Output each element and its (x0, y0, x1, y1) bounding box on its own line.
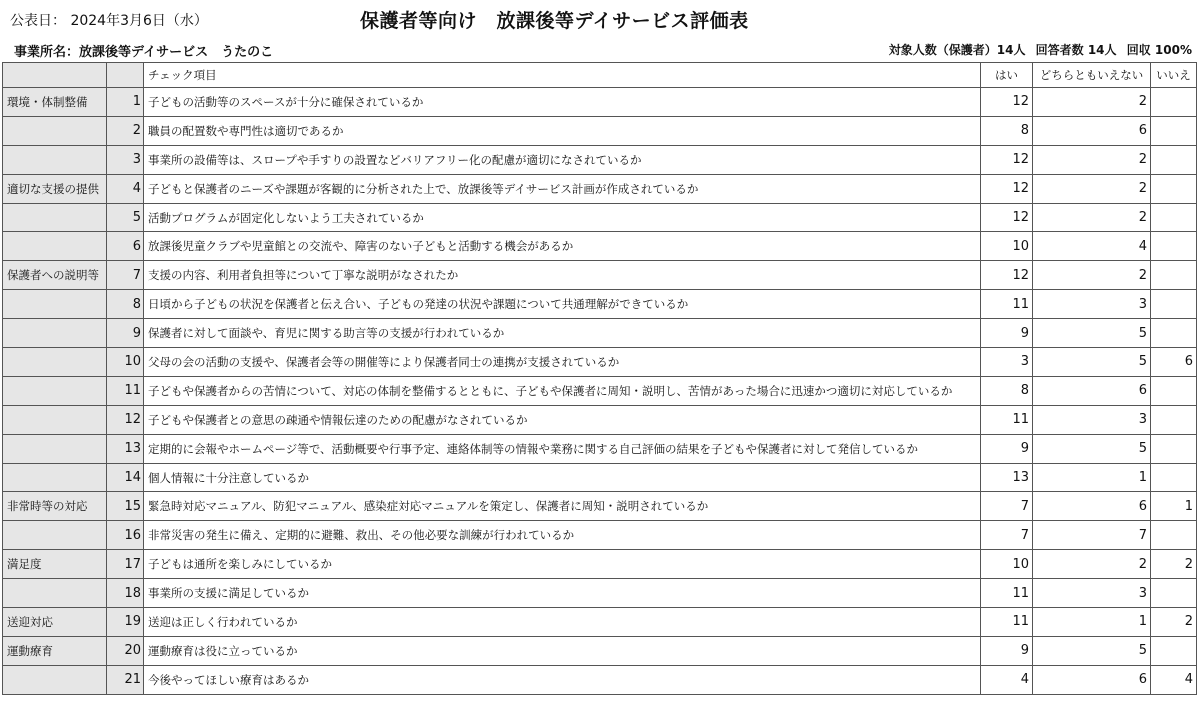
table-row (3, 492, 1197, 521)
yes-count: 11 (981, 405, 1033, 434)
neither-count: 4 (1033, 232, 1151, 261)
yes-count: 12 (981, 145, 1033, 174)
neither-count: 1 (1033, 463, 1151, 492)
neither-count: 2 (1033, 88, 1151, 117)
yes-count: 9 (981, 319, 1033, 348)
check-item-text: 保護者に対して面談や、育児に関する助言等の支援が行われているか (144, 319, 981, 348)
item-number: 18 (107, 579, 144, 608)
item-number: 13 (107, 434, 144, 463)
category-cell: 送迎対応 (3, 608, 107, 637)
table-row (3, 608, 1197, 637)
neither-count: 3 (1033, 405, 1151, 434)
check-item-text: 運動療育は役に立っているか (144, 636, 981, 665)
check-item-text: 事業所の支援に満足しているか (144, 579, 981, 608)
table-row (3, 319, 1197, 348)
header-number-cell (107, 63, 144, 88)
yes-count: 12 (981, 88, 1033, 117)
yes-count: 10 (981, 232, 1033, 261)
table-row (3, 174, 1197, 203)
category-cell (3, 232, 107, 261)
respondent-count: 回答者数 14人 (1035, 43, 1117, 57)
category-cell (3, 463, 107, 492)
neither-count: 5 (1033, 434, 1151, 463)
check-item-text: 今後やってほしい療育はあるか (144, 665, 981, 694)
category-cell (3, 116, 107, 145)
no-count (1151, 261, 1197, 290)
neither-count: 2 (1033, 203, 1151, 232)
table-row (3, 521, 1197, 550)
item-number: 15 (107, 492, 144, 521)
header-neither: どちらともいえない (1033, 63, 1151, 88)
yes-count: 7 (981, 521, 1033, 550)
category-cell: 適切な支援の提供 (3, 174, 107, 203)
item-number: 20 (107, 636, 144, 665)
check-item-text: 子どもは通所を楽しみにしているか (144, 550, 981, 579)
no-count (1151, 405, 1197, 434)
category-cell (3, 319, 107, 348)
table-row (3, 550, 1197, 579)
header-category-cell (3, 63, 107, 88)
category-cell (3, 290, 107, 319)
check-item-text: 個人情報に十分注意しているか (144, 463, 981, 492)
neither-count: 6 (1033, 376, 1151, 405)
no-count (1151, 636, 1197, 665)
neither-count: 7 (1033, 521, 1151, 550)
neither-count: 2 (1033, 145, 1151, 174)
category-cell (3, 348, 107, 377)
response-summary (883, 41, 1192, 58)
item-number: 1 (107, 88, 144, 117)
item-number: 9 (107, 319, 144, 348)
item-number: 8 (107, 290, 144, 319)
category-cell (3, 579, 107, 608)
yes-count: 12 (981, 203, 1033, 232)
no-count: 2 (1151, 608, 1197, 637)
facility-name: 事業所名：放課後等デイサービス うたのこ (14, 45, 274, 60)
yes-count: 11 (981, 290, 1033, 319)
neither-count: 5 (1033, 636, 1151, 665)
table-row (3, 145, 1197, 174)
yes-count: 11 (981, 579, 1033, 608)
check-item-text: 事業所の設備等は、スロープや手すりの設置などバリアフリー化の配慮が適切になされているか (144, 145, 981, 174)
header-yes: はい (981, 63, 1033, 88)
yes-count: 9 (981, 434, 1033, 463)
category-cell: 非常時等の対応 (3, 492, 107, 521)
table-row (3, 290, 1197, 319)
table-row (3, 463, 1197, 492)
header-no: いいえ (1151, 63, 1197, 88)
target-count: 対象人数（保護者）14人 (888, 43, 1026, 57)
table-row (3, 376, 1197, 405)
check-item-text: 子どもの活動等のスペースが十分に確保されているか (144, 88, 981, 117)
evaluation-table (2, 62, 1197, 695)
table-row (3, 405, 1197, 434)
neither-count: 6 (1033, 492, 1151, 521)
check-item-text: 放課後児童クラブや児童館との交流や、障害のない子どもと活動する機会があるか (144, 232, 981, 261)
no-count (1151, 290, 1197, 319)
table-row (3, 665, 1197, 694)
item-number: 12 (107, 405, 144, 434)
neither-count: 2 (1033, 550, 1151, 579)
check-item-text: 子どもや保護者との意思の疎通や情報伝達のための配慮がなされているか (144, 405, 981, 434)
category-cell (3, 405, 107, 434)
check-item-text: 非常災害の発生に備え、定期的に避難、救出、その他必要な訓練が行われているか (144, 521, 981, 550)
yes-count: 13 (981, 463, 1033, 492)
no-count (1151, 376, 1197, 405)
item-number: 16 (107, 521, 144, 550)
yes-count: 3 (981, 348, 1033, 377)
table-row (3, 116, 1197, 145)
category-cell: 運動療育 (3, 636, 107, 665)
neither-count: 2 (1033, 174, 1151, 203)
collection-rate: 回収 100% (1126, 43, 1192, 57)
yes-count: 11 (981, 608, 1033, 637)
table-row (3, 88, 1197, 117)
category-cell (3, 145, 107, 174)
table-row (3, 261, 1197, 290)
yes-count: 8 (981, 116, 1033, 145)
item-number: 4 (107, 174, 144, 203)
no-count (1151, 174, 1197, 203)
page-title: 保護者等向け 放課後等デイサービス評価表 (360, 10, 749, 32)
no-count (1151, 116, 1197, 145)
no-count (1151, 579, 1197, 608)
neither-count: 6 (1033, 665, 1151, 694)
category-cell: 環境・体制整備 (3, 88, 107, 117)
publish-date: 公表日： 2024年3月6日（水） (10, 13, 208, 29)
neither-count: 5 (1033, 348, 1151, 377)
check-item-text: 父母の会の活動の支援や、保護者会等の開催等により保護者同士の連携が支援されているか (144, 348, 981, 377)
item-number: 10 (107, 348, 144, 377)
item-number: 3 (107, 145, 144, 174)
neither-count: 6 (1033, 116, 1151, 145)
neither-count: 3 (1033, 290, 1151, 319)
item-number: 11 (107, 376, 144, 405)
yes-count: 12 (981, 174, 1033, 203)
item-number: 6 (107, 232, 144, 261)
table-row (3, 636, 1197, 665)
no-count (1151, 232, 1197, 261)
no-count (1151, 203, 1197, 232)
check-item-text: 子どもと保護者のニーズや課題が客観的に分析された上で、放課後等デイサービス計画が作成されているか (144, 174, 981, 203)
category-cell (3, 434, 107, 463)
neither-count: 1 (1033, 608, 1151, 637)
table-row (3, 579, 1197, 608)
table-row (3, 203, 1197, 232)
table-row (3, 232, 1197, 261)
category-cell (3, 665, 107, 694)
table-row (3, 434, 1197, 463)
no-count (1151, 319, 1197, 348)
yes-count: 10 (981, 550, 1033, 579)
no-count (1151, 463, 1197, 492)
check-item-text: 子どもや保護者からの苦情について、対応の体制を整備するとともに、子どもや保護者に周知・説明し、苦情があった場合に迅速かつ適切に対応しているか (144, 376, 981, 405)
yes-count: 12 (981, 261, 1033, 290)
category-cell (3, 521, 107, 550)
item-number: 21 (107, 665, 144, 694)
no-count: 4 (1151, 665, 1197, 694)
no-count (1151, 145, 1197, 174)
check-item-text: 定期的に会報やホームページ等で、活動概要や行事予定、連絡体制等の情報や業務に関する自己評価の結果を子どもや保護者に対して発信しているか (144, 434, 981, 463)
item-number: 2 (107, 116, 144, 145)
check-item-text: 緊急時対応マニュアル、防犯マニュアル、感染症対応マニュアルを策定し、保護者に周知・説明されているか (144, 492, 981, 521)
header-check-item: チェック項目 (144, 63, 981, 88)
item-number: 14 (107, 463, 144, 492)
no-count (1151, 434, 1197, 463)
check-item-text: 日頃から子どもの状況を保護者と伝え合い、子どもの発達の状況や課題について共通理解ができているか (144, 290, 981, 319)
table-row (3, 348, 1197, 377)
yes-count: 4 (981, 665, 1033, 694)
no-count: 2 (1151, 550, 1197, 579)
check-item-text: 職員の配置数や専門性は適切であるか (144, 116, 981, 145)
item-number: 17 (107, 550, 144, 579)
check-item-text: 活動プログラムが固定化しないよう工夫されているか (144, 203, 981, 232)
item-number: 19 (107, 608, 144, 637)
no-count (1151, 521, 1197, 550)
no-count (1151, 88, 1197, 117)
yes-count: 9 (981, 636, 1033, 665)
yes-count: 8 (981, 376, 1033, 405)
neither-count: 3 (1033, 579, 1151, 608)
category-cell (3, 203, 107, 232)
no-count: 6 (1151, 348, 1197, 377)
check-item-text: 支援の内容、利用者負担等について丁寧な説明がなされたか (144, 261, 981, 290)
category-cell: 保護者への説明等 (3, 261, 107, 290)
category-cell: 満足度 (3, 550, 107, 579)
item-number: 5 (107, 203, 144, 232)
neither-count: 5 (1033, 319, 1151, 348)
table-header-row (3, 63, 1197, 88)
item-number: 7 (107, 261, 144, 290)
yes-count: 7 (981, 492, 1033, 521)
check-item-text: 送迎は正しく行われているか (144, 608, 981, 637)
neither-count: 2 (1033, 261, 1151, 290)
no-count: 1 (1151, 492, 1197, 521)
category-cell (3, 376, 107, 405)
